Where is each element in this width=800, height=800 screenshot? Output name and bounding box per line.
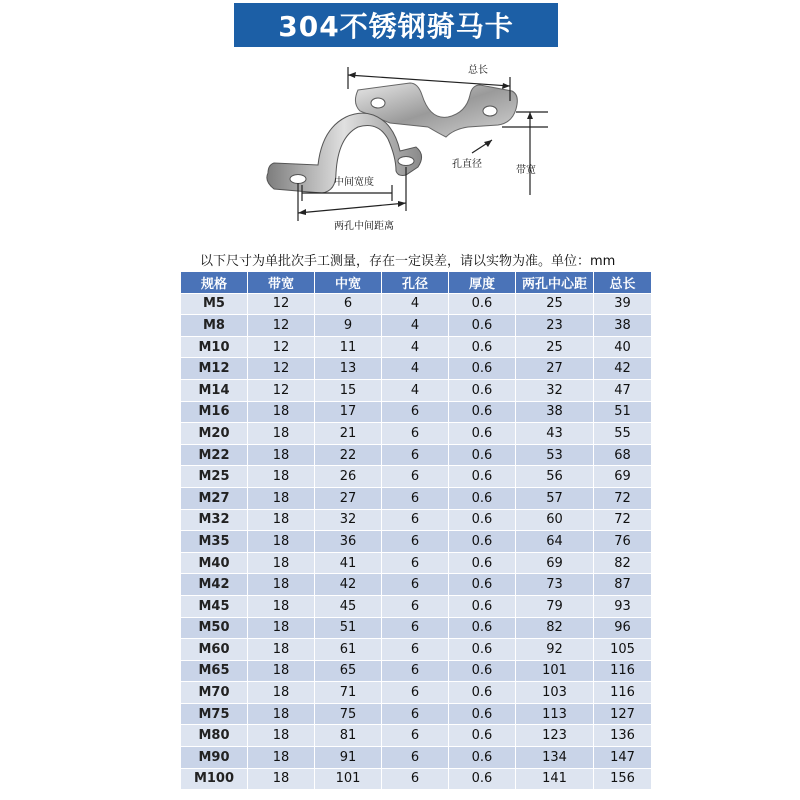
table-cell: 79 bbox=[516, 595, 594, 617]
column-header: 两孔中心距 bbox=[516, 272, 594, 294]
table-cell: 41 bbox=[315, 552, 382, 574]
table-cell: 4 bbox=[382, 336, 449, 358]
table-cell: 27 bbox=[315, 487, 382, 509]
table-cell: 18 bbox=[248, 660, 315, 682]
table-cell: 12 bbox=[248, 379, 315, 401]
table-cell: 123 bbox=[516, 725, 594, 747]
table-cell: 101 bbox=[516, 660, 594, 682]
table-cell: 21 bbox=[315, 423, 382, 445]
table-cell: 51 bbox=[315, 617, 382, 639]
table-cell: 0.6 bbox=[449, 531, 516, 553]
table-cell: 0.6 bbox=[449, 595, 516, 617]
measurement-note: 以下尺寸为单批次手工测量，存在一定误差，请以实物为准。单位：mm bbox=[200, 254, 616, 269]
table-row bbox=[181, 552, 652, 574]
spec-size-cell: M10 bbox=[181, 336, 248, 358]
table-row bbox=[181, 660, 652, 682]
table-cell: 42 bbox=[315, 574, 382, 596]
product-diagram bbox=[240, 55, 570, 240]
table-cell: 6 bbox=[382, 747, 449, 769]
table-row bbox=[181, 466, 652, 488]
table-cell: 6 bbox=[382, 682, 449, 704]
table-cell: 61 bbox=[315, 639, 382, 661]
column-header: 中宽 bbox=[315, 272, 382, 294]
table-row bbox=[181, 725, 652, 747]
table-cell: 53 bbox=[516, 444, 594, 466]
table-cell: 72 bbox=[594, 487, 652, 509]
table-cell: 11 bbox=[315, 336, 382, 358]
table-cell: 136 bbox=[594, 725, 652, 747]
table-row bbox=[181, 423, 652, 445]
spec-size-cell: M12 bbox=[181, 358, 248, 380]
spec-size-cell: M20 bbox=[181, 423, 248, 445]
table-row bbox=[181, 617, 652, 639]
table-cell: 38 bbox=[516, 401, 594, 423]
table-row bbox=[181, 682, 652, 704]
table-cell: 6 bbox=[382, 768, 449, 790]
table-cell: 12 bbox=[248, 315, 315, 337]
table-cell: 65 bbox=[315, 660, 382, 682]
table-row bbox=[181, 487, 652, 509]
table-cell: 82 bbox=[516, 617, 594, 639]
table-cell: 18 bbox=[248, 509, 315, 531]
table-cell: 0.6 bbox=[449, 703, 516, 725]
spec-size-cell: M70 bbox=[181, 682, 248, 704]
table-cell: 147 bbox=[594, 747, 652, 769]
table-cell: 0.6 bbox=[449, 466, 516, 488]
table-cell: 18 bbox=[248, 595, 315, 617]
spec-size-cell: M100 bbox=[181, 768, 248, 790]
table-cell: 116 bbox=[594, 682, 652, 704]
table-cell: 13 bbox=[315, 358, 382, 380]
table-cell: 68 bbox=[594, 444, 652, 466]
spec-size-cell: M27 bbox=[181, 487, 248, 509]
table-cell: 18 bbox=[248, 401, 315, 423]
table-cell: 0.6 bbox=[449, 617, 516, 639]
table-cell: 0.6 bbox=[449, 552, 516, 574]
table-cell: 71 bbox=[315, 682, 382, 704]
table-row bbox=[181, 639, 652, 661]
table-cell: 0.6 bbox=[449, 509, 516, 531]
column-header: 孔径 bbox=[382, 272, 449, 294]
spec-size-cell: M90 bbox=[181, 747, 248, 769]
table-cell: 18 bbox=[248, 574, 315, 596]
spec-size-cell: M80 bbox=[181, 725, 248, 747]
table-cell: 6 bbox=[382, 725, 449, 747]
table-cell: 18 bbox=[248, 639, 315, 661]
table-cell: 25 bbox=[516, 336, 594, 358]
table-cell: 134 bbox=[516, 747, 594, 769]
spec-size-cell: M8 bbox=[181, 315, 248, 337]
table-cell: 12 bbox=[248, 336, 315, 358]
table-cell: 6 bbox=[382, 487, 449, 509]
table-cell: 6 bbox=[382, 423, 449, 445]
column-header: 厚度 bbox=[449, 272, 516, 294]
spec-size-cell: M75 bbox=[181, 703, 248, 725]
table-cell: 26 bbox=[315, 466, 382, 488]
table-row bbox=[181, 379, 652, 401]
spec-size-cell: M32 bbox=[181, 509, 248, 531]
table-row bbox=[181, 747, 652, 769]
table-cell: 6 bbox=[382, 531, 449, 553]
table-cell: 156 bbox=[594, 768, 652, 790]
table-row bbox=[181, 574, 652, 596]
table-cell: 32 bbox=[516, 379, 594, 401]
table-cell: 18 bbox=[248, 703, 315, 725]
table-cell: 6 bbox=[382, 466, 449, 488]
table-cell: 57 bbox=[516, 487, 594, 509]
table-cell: 18 bbox=[248, 444, 315, 466]
table-row bbox=[181, 401, 652, 423]
table-cell: 38 bbox=[594, 315, 652, 337]
table-cell: 47 bbox=[594, 379, 652, 401]
table-cell: 22 bbox=[315, 444, 382, 466]
table-cell: 76 bbox=[594, 531, 652, 553]
table-cell: 0.6 bbox=[449, 487, 516, 509]
table-cell: 141 bbox=[516, 768, 594, 790]
table-cell: 0.6 bbox=[449, 444, 516, 466]
table-cell: 0.6 bbox=[449, 379, 516, 401]
table-cell: 42 bbox=[594, 358, 652, 380]
table-cell: 12 bbox=[248, 358, 315, 380]
table-cell: 0.6 bbox=[449, 660, 516, 682]
table-cell: 64 bbox=[516, 531, 594, 553]
table-header-row bbox=[181, 272, 652, 294]
table-row bbox=[181, 293, 652, 315]
table-cell: 69 bbox=[516, 552, 594, 574]
table-cell: 18 bbox=[248, 725, 315, 747]
table-cell: 113 bbox=[516, 703, 594, 725]
table-cell: 0.6 bbox=[449, 747, 516, 769]
table-cell: 82 bbox=[594, 552, 652, 574]
spec-size-cell: M16 bbox=[181, 401, 248, 423]
spec-size-cell: M45 bbox=[181, 595, 248, 617]
table-cell: 45 bbox=[315, 595, 382, 617]
table-cell: 101 bbox=[315, 768, 382, 790]
table-cell: 18 bbox=[248, 466, 315, 488]
table-cell: 18 bbox=[248, 747, 315, 769]
table-cell: 0.6 bbox=[449, 336, 516, 358]
band-width-dimension bbox=[502, 112, 548, 195]
table-cell: 15 bbox=[315, 379, 382, 401]
table-row bbox=[181, 531, 652, 553]
table-cell: 4 bbox=[382, 315, 449, 337]
table-cell: 39 bbox=[594, 293, 652, 315]
table-cell: 12 bbox=[248, 293, 315, 315]
table-cell: 60 bbox=[516, 509, 594, 531]
table-cell: 17 bbox=[315, 401, 382, 423]
table-cell: 18 bbox=[248, 552, 315, 574]
spec-size-cell: M42 bbox=[181, 574, 248, 596]
table-cell: 18 bbox=[248, 531, 315, 553]
table-cell: 51 bbox=[594, 401, 652, 423]
table-row bbox=[181, 509, 652, 531]
table-cell: 0.6 bbox=[449, 639, 516, 661]
table-cell: 4 bbox=[382, 293, 449, 315]
spec-size-cell: M5 bbox=[181, 293, 248, 315]
label-band-width: 带宽 bbox=[516, 165, 536, 176]
spec-size-cell: M50 bbox=[181, 617, 248, 639]
table-cell: 0.6 bbox=[449, 423, 516, 445]
table-cell: 4 bbox=[382, 358, 449, 380]
label-middle-width: 中间宽度 bbox=[334, 177, 374, 188]
table-cell: 9 bbox=[315, 315, 382, 337]
spec-table bbox=[180, 271, 652, 790]
table-cell: 72 bbox=[594, 509, 652, 531]
table-cell: 6 bbox=[382, 552, 449, 574]
table-cell: 4 bbox=[382, 379, 449, 401]
column-header: 带宽 bbox=[248, 272, 315, 294]
spec-size-cell: M40 bbox=[181, 552, 248, 574]
table-row bbox=[181, 703, 652, 725]
table-cell: 25 bbox=[516, 293, 594, 315]
table-cell: 0.6 bbox=[449, 293, 516, 315]
table-cell: 18 bbox=[248, 617, 315, 639]
table-cell: 127 bbox=[594, 703, 652, 725]
table-row bbox=[181, 358, 652, 380]
column-header: 规格 bbox=[181, 272, 248, 294]
table-cell: 6 bbox=[382, 509, 449, 531]
table-cell: 0.6 bbox=[449, 315, 516, 337]
table-cell: 0.6 bbox=[449, 358, 516, 380]
table-row bbox=[181, 444, 652, 466]
table-cell: 18 bbox=[248, 487, 315, 509]
spec-size-cell: M65 bbox=[181, 660, 248, 682]
table-cell: 75 bbox=[315, 703, 382, 725]
table-cell: 6 bbox=[382, 574, 449, 596]
table-cell: 56 bbox=[516, 466, 594, 488]
table-cell: 6 bbox=[382, 639, 449, 661]
spec-size-cell: M60 bbox=[181, 639, 248, 661]
column-header: 总长 bbox=[594, 272, 652, 294]
table-cell: 105 bbox=[594, 639, 652, 661]
spec-size-cell: M25 bbox=[181, 466, 248, 488]
table-cell: 0.6 bbox=[449, 574, 516, 596]
table-cell: 43 bbox=[516, 423, 594, 445]
label-hole-center-distance: 两孔中间距离 bbox=[334, 221, 394, 232]
hole-diameter-pointer bbox=[472, 140, 492, 153]
spec-size-cell: M14 bbox=[181, 379, 248, 401]
table-cell: 87 bbox=[594, 574, 652, 596]
table-cell: 91 bbox=[315, 747, 382, 769]
table-cell: 18 bbox=[248, 682, 315, 704]
spec-size-cell: M22 bbox=[181, 444, 248, 466]
table-cell: 93 bbox=[594, 595, 652, 617]
table-cell: 6 bbox=[382, 444, 449, 466]
table-cell: 55 bbox=[594, 423, 652, 445]
table-cell: 6 bbox=[382, 703, 449, 725]
label-hole-diameter: 孔直径 bbox=[452, 159, 482, 170]
table-cell: 40 bbox=[594, 336, 652, 358]
table-cell: 116 bbox=[594, 660, 652, 682]
table-row bbox=[181, 768, 652, 790]
table-cell: 103 bbox=[516, 682, 594, 704]
table-cell: 0.6 bbox=[449, 401, 516, 423]
table-cell: 23 bbox=[516, 315, 594, 337]
table-cell: 0.6 bbox=[449, 682, 516, 704]
table-cell: 81 bbox=[315, 725, 382, 747]
table-cell: 18 bbox=[248, 768, 315, 790]
table-row bbox=[181, 315, 652, 337]
table-cell: 6 bbox=[315, 293, 382, 315]
table-cell: 0.6 bbox=[449, 725, 516, 747]
table-cell: 69 bbox=[594, 466, 652, 488]
table-row bbox=[181, 336, 652, 358]
spec-size-cell: M35 bbox=[181, 531, 248, 553]
table-cell: 27 bbox=[516, 358, 594, 380]
table-row bbox=[181, 595, 652, 617]
page-title: 304不锈钢骑马卡 bbox=[234, 3, 558, 47]
saddle-clamp-illustration bbox=[240, 55, 570, 240]
table-cell: 73 bbox=[516, 574, 594, 596]
table-cell: 6 bbox=[382, 660, 449, 682]
table-cell: 92 bbox=[516, 639, 594, 661]
table-cell: 18 bbox=[248, 423, 315, 445]
table-cell: 96 bbox=[594, 617, 652, 639]
table-cell: 0.6 bbox=[449, 768, 516, 790]
table-cell: 6 bbox=[382, 401, 449, 423]
table-cell: 36 bbox=[315, 531, 382, 553]
table-cell: 6 bbox=[382, 595, 449, 617]
label-total-length: 总长 bbox=[468, 65, 488, 76]
table-cell: 32 bbox=[315, 509, 382, 531]
table-cell: 6 bbox=[382, 617, 449, 639]
